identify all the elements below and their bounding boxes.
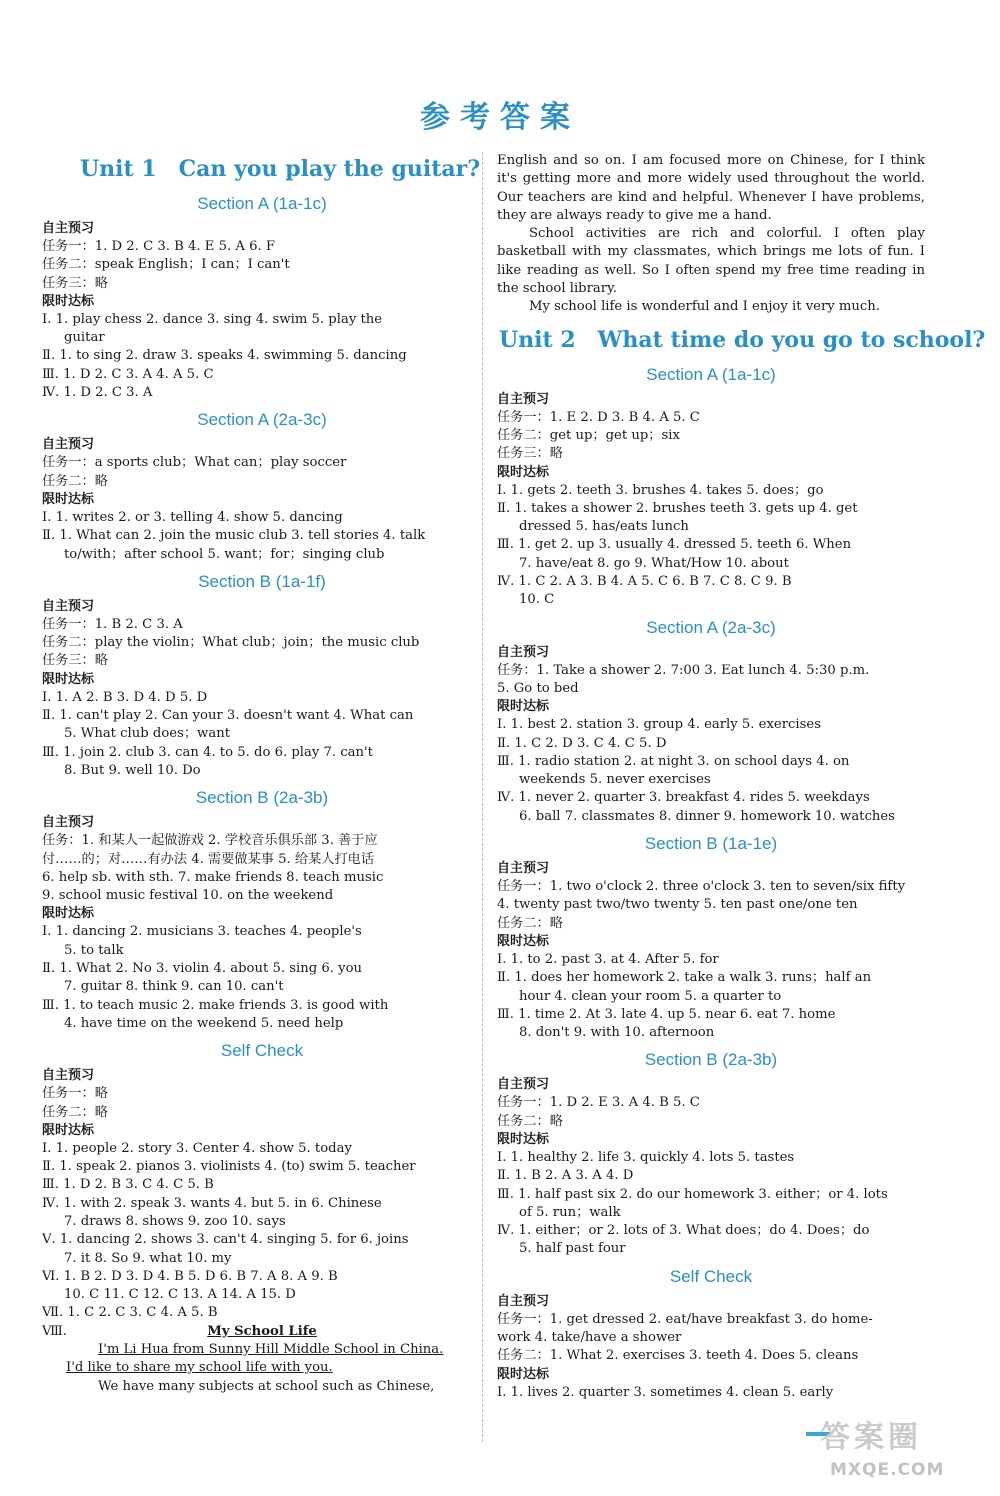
answer-line: Ⅱ. 1. What can 2. join the music club 3. tell stories 4. talk [42, 528, 426, 544]
answer-line: 任务二：略 [497, 915, 563, 931]
answer-line: 任务一：a sports club；What can；play soccer [42, 455, 347, 471]
subheading-preview: 自主预习 [42, 221, 95, 236]
subheading-practice: 限时达标 [42, 491, 95, 507]
subheading-practice: 限时达标 [497, 1366, 550, 1382]
answer-line: Ⅲ. 1. radio station 2. at night 3. on school days 4. on [497, 753, 850, 769]
answer-line: Ⅱ. 1. does her homework 2. take a walk 3. runs；half an [497, 970, 872, 986]
unit-1-number: Unit 1 [80, 156, 157, 182]
answer-line: 10. C [519, 592, 555, 608]
answer-line: 任务：1. 和某人一起做游戏 2. 学校音乐俱乐部 3. 善于应 [42, 833, 378, 849]
section-heading: Section B (2a-3b) [644, 1050, 778, 1070]
answer-line: 6. help sb. with sth. 7. make friends 8. teach music [42, 869, 384, 885]
subheading-practice: 限时达标 [42, 1122, 95, 1138]
answer-line: Ⅵ. 1. B 2. D 3. D 4. B 5. D 6. B 7. A 8. A 9. B [42, 1268, 338, 1284]
answer-line: 4. have time on the weekend 5. need help [64, 1015, 344, 1031]
answer-line: 任务一：略 [42, 1086, 108, 1102]
answer-line: Ⅳ. 1. never 2. quarter 3. breakfast 4. rides 5. weekdays [497, 790, 870, 806]
answer-line: Ⅲ. 1. time 2. At 3. late 4. up 5. near 6. eat 7. home [497, 1006, 836, 1022]
answer-line: to/with；after school 5. want；for；singing club [64, 546, 385, 562]
subheading-practice: 限时达标 [42, 906, 95, 922]
subheading-practice: 限时达标 [42, 293, 95, 309]
answer-line: 10. C 11. C 12. C 13. A 14. A 15. D [64, 1287, 296, 1303]
answer-line: 任务三：略 [42, 653, 108, 669]
answer-line: Ⅱ. 1. takes a shower 2. brushes teeth 3. gets up 4. get [497, 500, 858, 516]
section-heading: Self Check [669, 1266, 753, 1286]
answer-line: 5. to talk [64, 942, 124, 958]
unit-2-number: Unit 2 [499, 326, 576, 353]
answer-line: guitar [64, 330, 105, 346]
subheading-practice: 限时达标 [497, 1131, 550, 1147]
unit-2-heading [497, 323, 986, 357]
answer-line: Ⅶ. 1. C 2. C 3. C 4. A 5. B [42, 1305, 218, 1321]
answer-line: 任务二：略 [497, 1113, 563, 1129]
answer-line: Ⅳ. 1. D 2. C 3. A [42, 385, 153, 401]
subheading-preview: 自主预习 [497, 644, 550, 660]
answer-line: Ⅲ. 1. D 2. B 3. C 4. C 5. B [42, 1177, 214, 1193]
answer-line: 7. draws 8. shows 9. zoo 10. says [64, 1213, 286, 1229]
answer-line: Ⅰ. 1. writes 2. or 3. telling 4. show 5. dancing [42, 509, 343, 525]
section-heading: Section A (2a-3c) [646, 617, 776, 637]
answer-line: 任务一：1. two o'clock 2. three o'clock 3. ten to seven/six fifty [497, 879, 906, 895]
answer-line: Ⅱ. 1. C 2. D 3. C 4. C 5. D [497, 735, 667, 751]
answer-line: 任务二：1. What 2. exercises 3. teeth 4. Does 5. cleans [497, 1348, 859, 1364]
subheading-preview: 自主预习 [497, 1077, 550, 1093]
answer-line: 任务三：略 [497, 446, 563, 462]
essay-title: My School Life [207, 1323, 317, 1339]
page-title: 参考答案 [420, 100, 580, 135]
subheading-practice: 限时达标 [497, 464, 550, 480]
section-heading: Section B (1a-1e) [644, 834, 778, 854]
answer-line: Ⅱ. 1. to sing 2. draw 3. speaks 4. swimming 5. dancing [42, 348, 407, 364]
column-divider [482, 152, 483, 1442]
answer-line: 任务一：1. E 2. D 3. B 4. A 5. C [497, 409, 700, 425]
essay-paragraph: My school life is wonderful and I enjoy it very much. [529, 299, 880, 315]
answer-line: 付……的；对……有办法 4. 需要做某事 5. 给某人打电话 [42, 851, 375, 867]
unit-1-heading [42, 152, 482, 186]
subheading-preview: 自主预习 [42, 598, 95, 614]
answer-line: 8. don't 9. with 10. afternoon [519, 1025, 715, 1041]
essay-header-row [42, 1323, 482, 1341]
answer-line: Ⅷ. [42, 1323, 67, 1339]
answer-line: Ⅳ. 1. C 2. A 3. B 4. A 5. C 6. B 7. C 8. C 9. B [497, 574, 792, 590]
answer-line: Ⅲ. 1. half past six 2. do our homework 3. either；or 4. lots [497, 1186, 888, 1202]
subheading-preview: 自主预习 [42, 437, 95, 453]
watermark-logo: 答案圈 [820, 1420, 922, 1455]
answer-line: Ⅰ. 1. people 2. story 3. Center 4. show 5. today [42, 1140, 352, 1156]
answer-line: 5. What club does；want [64, 726, 230, 742]
unit-1-name: Can you play the guitar? [178, 156, 481, 182]
essay-line: I'm Li Hua from Sunny Hill Middle School in China. [98, 1342, 444, 1358]
answer-line: hour 4. clean your room 5. a quarter to [519, 988, 782, 1004]
answer-line: weekends 5. never exercises [519, 772, 711, 788]
right-column [497, 152, 986, 1402]
answer-line: Ⅰ. 1. best 2. station 3. group 4. early 5. exercises [497, 717, 821, 733]
answer-line: Ⅱ. 1. What 2. No 3. violin 4. about 5. sing 6. you [42, 961, 363, 977]
answer-line: Ⅰ. 1. A 2. B 3. D 4. D 5. D [42, 689, 208, 705]
section-heading: Section B (2a-3b) [195, 788, 329, 808]
answer-line: 7. have/eat 8. go 9. What/How 10. about [519, 555, 789, 571]
subheading-preview: 自主预习 [497, 1293, 550, 1309]
section-heading: Self Check [220, 1041, 304, 1061]
answer-line: 4. twenty past two/two twenty 5. ten past one/one ten [497, 897, 858, 913]
answer-line: 任务三：略 [42, 275, 108, 291]
answer-line: 7. guitar 8. think 9. can 10. can't [64, 979, 284, 995]
answer-line: 8. But 9. well 10. Do [64, 762, 201, 778]
subheading-practice: 限时达标 [42, 671, 95, 687]
unit-2-name: What time do you go to school? [597, 326, 986, 353]
section-heading: Section B (1a-1f) [198, 571, 326, 591]
answer-line: 9. school music festival 10. on the weekend [42, 888, 334, 904]
subheading-preview: 自主预习 [497, 391, 550, 407]
answer-line: Ⅰ. 1. dancing 2. musicians 3. teaches 4. people's [42, 924, 362, 940]
section-heading: Section A (1a-1c) [197, 194, 327, 213]
answer-line: 任务二：略 [42, 473, 108, 489]
answer-line: Ⅱ. 1. can't play 2. Can your 3. doesn't want 4. What can [42, 708, 414, 724]
answer-line: of 5. run；walk [519, 1204, 621, 1220]
watermark-url: MXQE.COM [830, 1460, 945, 1480]
left-column [42, 150, 482, 1396]
section-heading: Section A (2a-3c) [197, 410, 327, 430]
essay-paragraph: School activities are rich and colorful. I often play basketball with my classmates, which brings me lots of fun. I like reading as well. So I often spend my free time reading in the school library. [497, 226, 925, 297]
essay-paragraph: English and so on. I am focused more on Chinese, for I think it's getting more and more widely used throughout the world. Our teachers are kind and helpful. Whenever I have problems, they are always ready to give me a hand. [497, 153, 925, 223]
answer-line: Ⅰ. 1. play chess 2. dance 3. sing 4. swim 5. play the [42, 311, 383, 327]
answer-line: Ⅰ. 1. lives 2. quarter 3. sometimes 4. clean 5. early [497, 1384, 834, 1400]
answer-line: dressed 5. has/eats lunch [519, 519, 689, 535]
essay-line: We have many subjects at school such as Chinese, [98, 1378, 435, 1394]
answer-line: 任务一：1. D 2. C 3. B 4. E 5. A 6. F [42, 239, 276, 254]
subheading-preview: 自主预习 [42, 1068, 95, 1084]
answer-line: 任务一：1. get dressed 2. eat/have breakfast 3. do home- [497, 1311, 873, 1327]
answer-line: Ⅲ. 1. D 2. C 3. A 4. A 5. C [42, 366, 214, 382]
answer-line: Ⅱ. 1. speak 2. pianos 3. violinists 4. (to) swim 5. teacher [42, 1159, 416, 1175]
answer-line: 5. half past four [519, 1241, 626, 1257]
answer-line: Ⅳ. 1. with 2. speak 3. wants 4. but 5. in 6. Chinese [42, 1195, 382, 1211]
answer-line: Ⅰ. 1. gets 2. teeth 3. brushes 4. takes 5. does；go [497, 482, 824, 498]
answer-line: 7. it 8. So 9. what 10. my [64, 1250, 232, 1266]
answer-line: Ⅰ. 1. to 2. past 3. at 4. After 5. for [497, 951, 719, 967]
answer-line: 任务一：1. D 2. E 3. A 4. B 5. C [497, 1095, 700, 1111]
answer-line: Ⅰ. 1. healthy 2. life 3. quickly 4. lots 5. tastes [497, 1149, 795, 1165]
answer-line: 任务二：play the violin；What club；join；the music club [42, 635, 420, 651]
answer-line: 任务：1. Take a shower 2. 7:00 3. Eat lunch 4. 5:30 p.m. [497, 662, 870, 678]
answer-line: Ⅴ. 1. dancing 2. shows 3. can't 4. singing 5. for 6. joins [42, 1232, 409, 1248]
answer-line: Ⅳ. 1. either；or 2. lots of 3. What does；do 4. Does；do [497, 1223, 870, 1239]
answer-line: Ⅱ. 1. B 2. A 3. A 4. D [497, 1168, 634, 1184]
subheading-preview: 自主预习 [42, 815, 95, 831]
answer-line: 任务二：speak English；I can；I can't [42, 257, 290, 273]
essay-line: I'd like to share my school life with you. [66, 1360, 333, 1376]
answer-line: 任务二：get up；get up；six [497, 427, 680, 443]
subheading-preview: 自主预习 [497, 861, 550, 877]
subheading-practice: 限时达标 [497, 933, 550, 949]
answer-line: 5. Go to bed [497, 680, 579, 696]
answer-line: 6. ball 7. classmates 8. dinner 9. homework 10. watches [519, 808, 895, 824]
answer-line: Ⅲ. 1. get 2. up 3. usually 4. dressed 5. teeth 6. When [497, 537, 852, 553]
answer-line: 任务二：略 [42, 1104, 108, 1120]
answer-line: Ⅲ. 1. join 2. club 3. can 4. to 5. do 6. play 7. can't [42, 744, 373, 760]
subheading-practice: 限时达标 [497, 699, 550, 715]
answer-line: 任务一：1. B 2. C 3. A [42, 616, 183, 632]
answer-line: Ⅲ. 1. to teach music 2. make friends 3. is good with [42, 997, 389, 1013]
answer-line: work 4. take/have a shower [497, 1330, 682, 1346]
section-heading: Section A (1a-1c) [646, 364, 776, 384]
